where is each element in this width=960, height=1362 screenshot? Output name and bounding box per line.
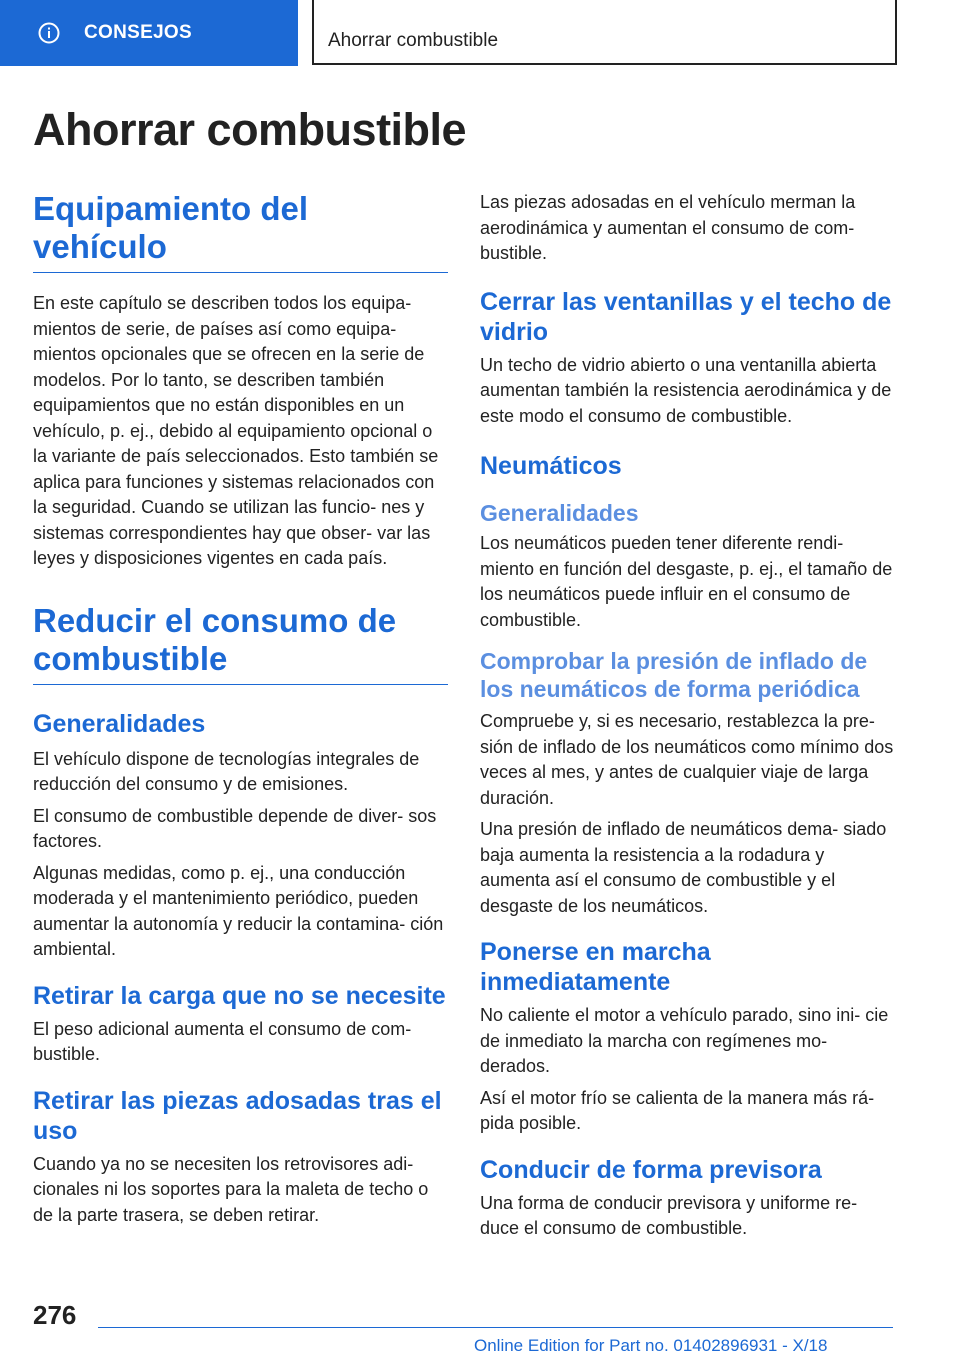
remove-parts-heading: Retirar las piezas adosadas tras el uso	[33, 1086, 442, 1145]
left-column	[33, 190, 448, 1228]
page-number: 276	[33, 1300, 77, 1330]
header-section-tab[interactable]	[0, 0, 298, 66]
tire-pressure-heading: Comprobar la presión de inflado de los neumáticos de forma periódica	[480, 648, 868, 702]
general-heading: Generalidades	[33, 709, 206, 738]
equipment-text: En este capítulo se describen todos los equipa- mientos de serie, de países así como equipa- mientos opcionales que se ofrecen en la serie de modelos. Por lo tanto, se describen también equipamientos que no están disponibles en un vehículo, p. ej., debido al equipamiento opcional o la variante de país seleccionados. Esto también se aplica para funciones y sistemas relacionados con la seguridad. Cuando se utilizan las funcio- nes y sistemas correspondientes hay que obser- var las leyes y disposiciones vigentes en cada país.	[33, 293, 439, 568]
start-immediately-paragraph-1: No caliente el motor a vehículo parado, sino ini- cie de inmediato la marcha con regímenes mo- derados.	[480, 1005, 889, 1076]
info-icon	[38, 22, 60, 44]
general-paragraph-2: El consumo de combustible depende de diver- sos factores.	[33, 805, 437, 851]
close-windows-text: Un techo de vidrio abierto o una ventanilla abierta aumentan también la resistencia aerodinámica y de este modo el consumo de combustible.	[480, 354, 892, 426]
tires-heading: Neumáticos	[480, 452, 622, 480]
remove-load-text: El peso adicional aumenta el consumo de com- bustible.	[33, 1018, 412, 1064]
tire-pressure-paragraph-2: Una presión de inflado de neumáticos dema- siado baja aumenta la resistencia a la rodadura y aumenta así el consumo de combustible y el desgaste de los neumáticos.	[480, 819, 887, 916]
tires-general-text: Los neumáticos pueden tener diferente rendi- miento en función del desgaste, p. ej., el tamaño de los neumáticos puede influir en el consumo de combustible.	[480, 533, 893, 630]
general-paragraph-1: El vehículo dispone de tecnologías integrales de reducción del consumo y de emisiones.	[33, 748, 420, 794]
parts-text-continued: Las piezas adosadas en el vehículo merman la aerodinámica y aumentan el consumo de com- bustible.	[480, 192, 856, 263]
equipment-heading: Equipamiento del vehículo	[33, 190, 448, 273]
start-immediately-paragraph-2: Así el motor frío se calienta de la manera más rá- pida posible.	[480, 1087, 875, 1133]
general-paragraph-3: Algunas medidas, como p. ej., una conducción moderada y el mantenimiento periódico, pueden aumentar la autonomía y reducir la contamina- ción ambiental.	[33, 862, 444, 959]
reduce-consumption-heading: Reducir el consumo de combustible	[33, 602, 448, 685]
footer-edition: Online Edition for Part no. 01402896931 - X/18	[474, 1336, 828, 1355]
close-windows-heading: Cerrar las ventanillas y el techo de vidrio	[480, 287, 892, 346]
footer-divider	[98, 1327, 893, 1328]
page-title: Ahorrar combustible	[33, 104, 467, 155]
tire-pressure-paragraph-1: Compruebe y, si es necesario, restablezca la pre- sión de inflado de los neumáticos como mínimo dos veces al mes, y antes de cualquier viaje de larga duración.	[480, 711, 894, 808]
start-immediately-heading: Ponerse en marcha inmediatamente	[480, 938, 711, 996]
header-title-box	[312, 0, 897, 65]
right-column	[480, 190, 895, 1242]
drive-anticipatively-heading: Conducir de forma previsora	[480, 1155, 822, 1184]
header-section-label: CONSEJOS	[84, 22, 192, 43]
remove-load-heading: Retirar la carga que no se necesite	[33, 981, 446, 1010]
drive-anticipatively-text: Una forma de conducir previsora y uniforme re- duce el consumo de combustible.	[480, 1192, 858, 1238]
tires-general-heading: Generalidades	[480, 500, 639, 526]
remove-parts-text: Cuando ya no se necesiten los retrovisores adi- cionales ni los soportes para la maleta de techo o de la parte trasera, se deben retirar.	[33, 1153, 429, 1225]
header-title: Ahorrar combustible	[328, 30, 499, 51]
